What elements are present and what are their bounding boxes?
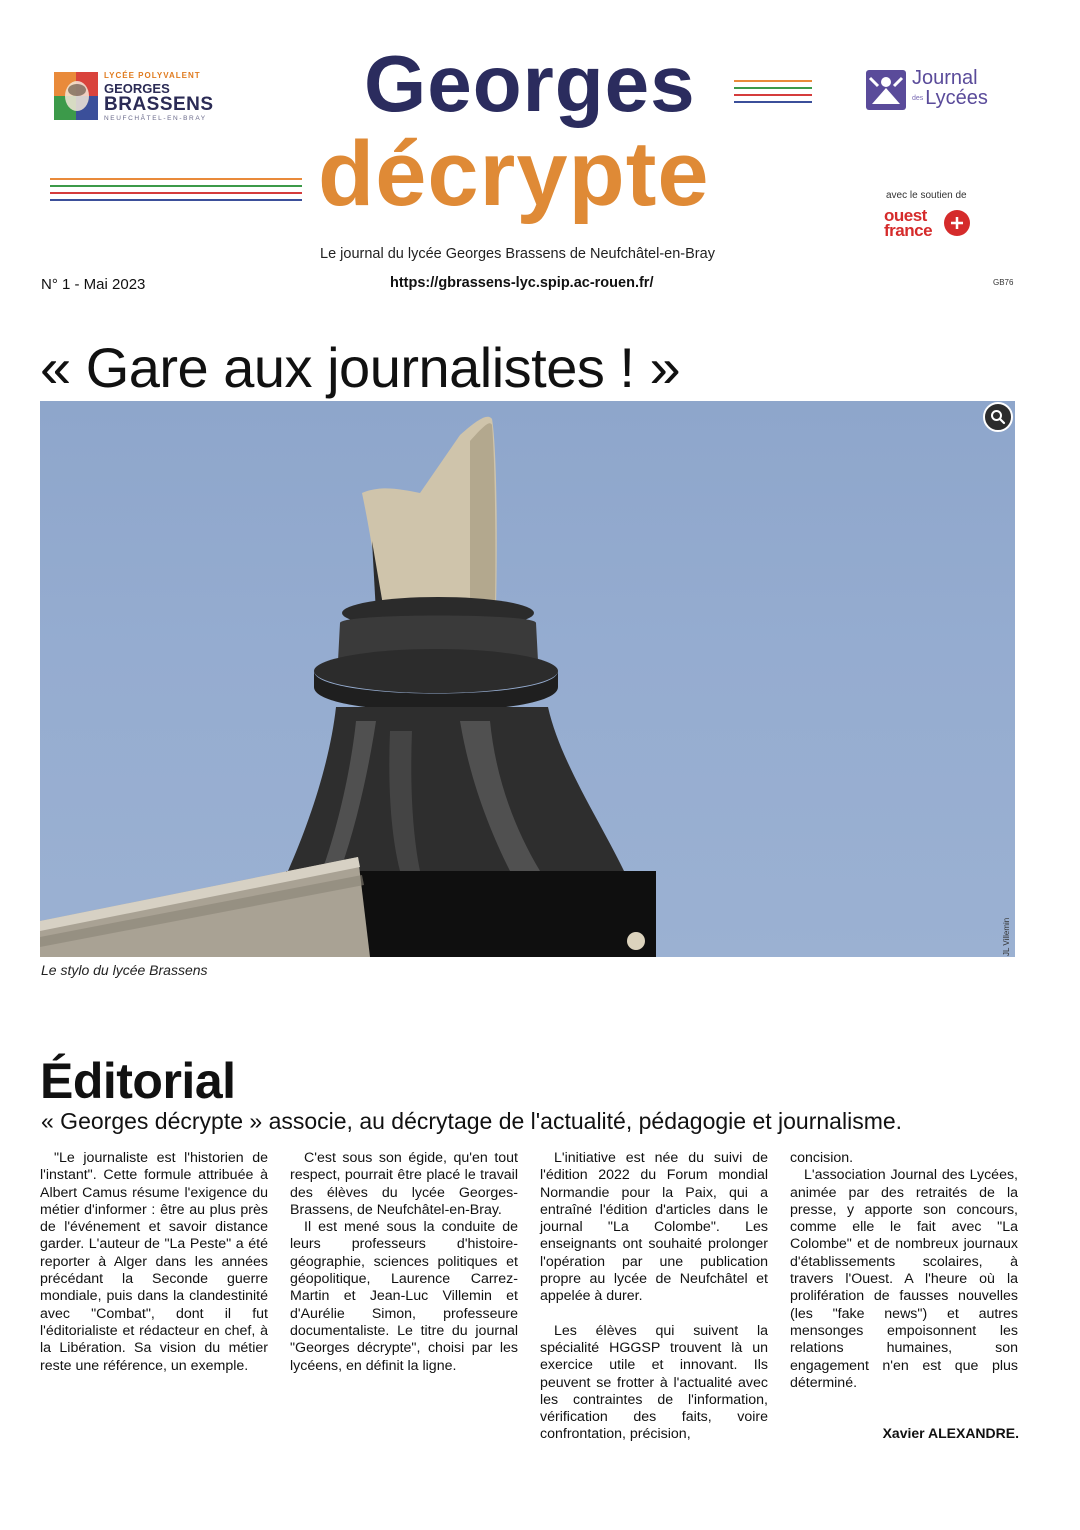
editorial-signature: Xavier ALEXANDRE.	[882, 1425, 1019, 1441]
page-headline: « Gare aux journalistes ! »	[40, 336, 681, 399]
school-emblem-icon	[54, 72, 98, 120]
editorial-column-4	[790, 1150, 1018, 1392]
school-logo-subtitle: LYCÉE POLYVALENT	[104, 71, 201, 80]
editorial-column-2	[290, 1150, 518, 1375]
partner-logo-line1: Journal	[912, 67, 978, 89]
ouest-france-icon	[942, 208, 972, 238]
support-text: avec le soutien de	[886, 190, 967, 201]
sponsor-logo-line1: ouest	[884, 206, 927, 225]
photo-credit: JL Villemin	[1002, 917, 1011, 956]
editorial-paragraph: "Le journaliste est l'historien de l'instant". Cette formule attribuée à Albert Camus résume l'exigence du métier d'informer : être au plus près de l'événement et savoir distance garder. L'auteur de "La Peste" a été reporter à Alger dans les années précédant la Seconde guerre mondiale, puis dans la clandestinité avec "Combat", dont il fut l'éditorialiste et rédacteur en chef, à la Libération. Sa vision du métier reste une référence, un exemple.	[40, 1150, 268, 1374]
title-stripes-right	[734, 80, 812, 108]
zoom-button[interactable]	[983, 402, 1013, 432]
school-logo-town: NEUFCHÂTEL-EN-BRAY	[104, 115, 207, 122]
editorial-title: Éditorial	[40, 1053, 236, 1109]
editorial-paragraph: L'association Journal des Lycées, animée par des retraités de la presse, y apporte son concours, comme elle le fait avec "La Colombe" et de nombreux journaux d'établissements scolaires, à travers l'Ouest. A l'heure où la prolifération de fausses nouvelles (les "fake news") et autres mensonges empoisonnent les relations humaines, son engagement n'en est que plus déterminé.	[790, 1167, 1018, 1391]
editorial-paragraph: concision.	[790, 1150, 854, 1166]
edition-code: GB76	[993, 278, 1014, 287]
pen-tower-illustration	[40, 401, 1015, 957]
photo-caption: Le stylo du lycée Brassens	[41, 962, 208, 978]
editorial-paragraph: L'initiative est née du suivi de l'édition 2022 du Forum mondial Normandie pour la Paix, qui a entraîné l'édition d'articles dans le journal "La Colombe". Les enseignants ont souhaité prolonger l'opération par une publication propre au lycée de Neufchâtel et appelée à durer.	[540, 1150, 768, 1305]
editorial-column-3	[540, 1150, 768, 1444]
editorial-paragraph: Il est mené sous la conduite de leurs professeurs d'histoire-géographie, sciences politiques et géopolitique, Laurence Carrez-Martin et Jean-Luc Villemin et d'Aurélie Simon, professeure documentaliste. Le titre du journal "Georges décrypte", choisi par les lycéens, en définit la ligne.	[290, 1219, 518, 1374]
magnifier-icon	[990, 409, 1006, 425]
main-photo	[40, 401, 1015, 957]
sponsor-logo	[884, 206, 974, 242]
partner-logo-small: des	[912, 94, 924, 102]
editorial-paragraph: Les élèves qui suivent la spécialité HGGSP trouvent là un exercice utile et innovant. Ils peuvent se frotter à l'actualité avec les contraintes de l'information, vérification des faits, voire confrontation, précision,	[540, 1322, 768, 1443]
masthead-tagline: Le journal du lycée Georges Brassens de Neufchâtel-en-Bray	[320, 246, 715, 262]
masthead-title-line1: Georges	[364, 39, 696, 128]
masthead-title-line2: décrypte	[318, 123, 710, 225]
school-logo	[54, 70, 224, 130]
journal-des-lycees-icon	[866, 70, 906, 110]
editorial-lede: « Georges décrypte » associe, au décrytage de l'actualité, pédagogie et journalisme.	[41, 1108, 903, 1134]
editorial-paragraph: C'est sous son égide, qu'en tout respect, pourrait être placé le travail des élèves du lycée Georges-Brassens, de Neufchâtel-en-Bray.	[290, 1150, 518, 1218]
school-logo-name-2: BRASSENS	[104, 94, 214, 115]
issue-number: N° 1 - Mai 2023	[41, 276, 146, 293]
partner-logo-line2: Lycées	[925, 87, 988, 109]
editorial-column-1	[40, 1150, 268, 1375]
sponsor-logo-line2: france	[884, 221, 933, 240]
partner-logo	[866, 68, 996, 114]
site-url-link[interactable]: https://gbrassens-lyc.spip.ac-rouen.fr/	[390, 275, 654, 291]
school-logo-name-1: GEORGES	[104, 81, 170, 96]
title-stripes-left	[50, 178, 302, 206]
